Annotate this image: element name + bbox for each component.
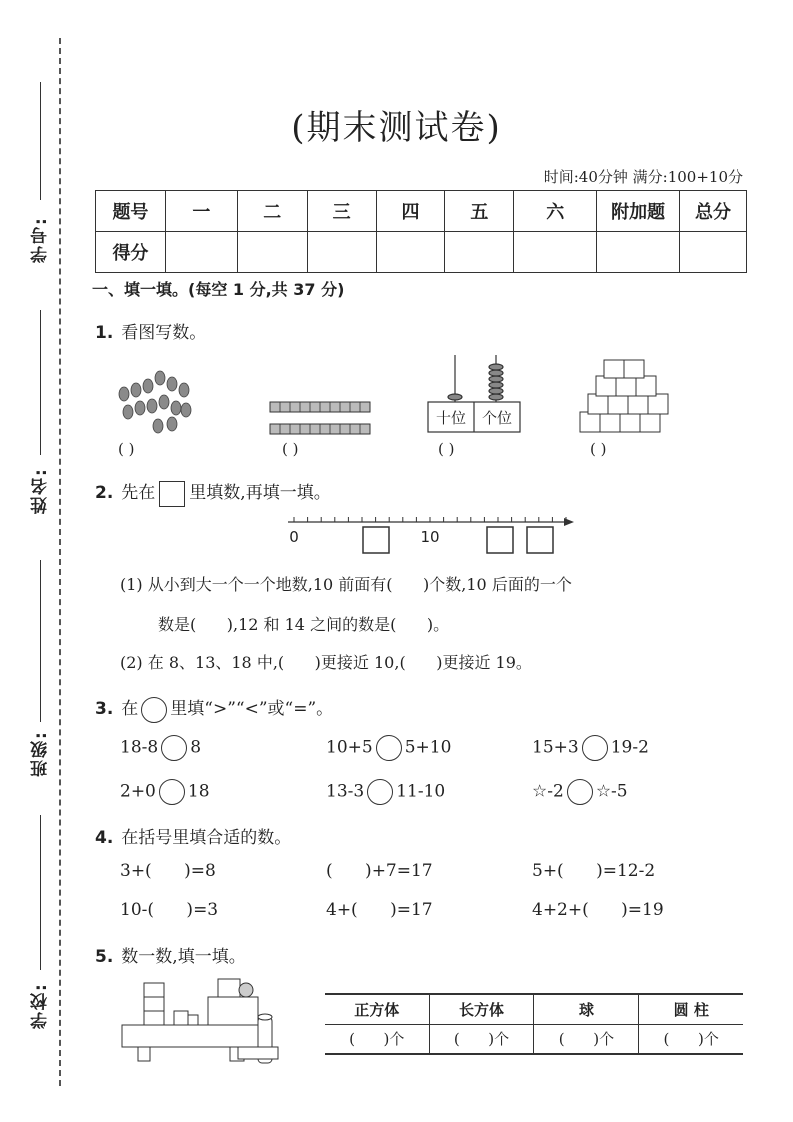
q3-item: 13-3 11-10 [326, 779, 445, 805]
score-header-cell: 二 [237, 191, 307, 232]
q3-number: 3. [95, 699, 114, 719]
building-blocks-illustration [118, 975, 288, 1065]
q3-item: ☆-2 ☆-5 [532, 779, 628, 805]
shape-answer-cylinder[interactable]: ( )个 [639, 1024, 743, 1054]
q5-text: 数一数,填一填。 [121, 947, 246, 967]
compare-circle-icon [141, 697, 167, 723]
shape-header-cube: 正方体 [325, 994, 429, 1024]
score-header-cell: 题号 [96, 191, 166, 232]
q4-item[interactable]: 4+2+( )=19 [532, 900, 664, 920]
binding-dash-line [59, 38, 61, 1086]
score-header-cell: 附加题 [597, 191, 680, 232]
q4-item[interactable]: 5+( )=12-2 [532, 861, 656, 881]
numberline-label-10: 10 [420, 528, 440, 546]
q1-number: 1. [95, 323, 114, 343]
tens-rods-illustration [270, 402, 370, 434]
q4-number: 4. [95, 828, 114, 848]
q2-number: 2. [95, 483, 114, 503]
score-row-label: 得分 [96, 232, 166, 273]
score-header-cell: 三 [307, 191, 376, 232]
cube-stack-illustration [580, 360, 668, 432]
q1-figures [110, 350, 710, 442]
numberline-box-2[interactable] [487, 527, 513, 553]
compare-circle[interactable] [161, 735, 187, 761]
score-cell[interactable] [680, 232, 747, 273]
school-label: 学校: [31, 982, 51, 1030]
compare-circle[interactable] [376, 735, 402, 761]
compare-circle[interactable] [159, 779, 185, 805]
q2-text-after: 里填数,再填一填。 [189, 483, 331, 503]
q3-text-after: 里填“>”“<”或“=”。 [170, 699, 334, 719]
score-header-cell: 五 [445, 191, 514, 232]
score-table-header-row [96, 191, 747, 232]
q1-answer-leaves[interactable]: ( ) [118, 440, 135, 458]
name-label: 姓名: [31, 467, 51, 515]
q2-sub2: (2) 在 8、13、18 中,( )更接近 10,( )更接近 19。 [120, 653, 532, 672]
q2-sub1-line1: (1) 从小到大一个一个地数,10 前面有( )个数,10 后面的一个 [120, 575, 572, 594]
score-cell[interactable] [165, 232, 237, 273]
answer-box-icon [159, 481, 185, 507]
score-cell[interactable] [514, 232, 597, 273]
name-field[interactable] [28, 310, 56, 520]
shape-table-answer-row [325, 1024, 743, 1054]
q3-item: 10+5 5+10 [326, 735, 451, 761]
score-table [95, 190, 747, 273]
q2-sub1-line2: 数是( ),12 和 14 之间的数是( )。 [158, 615, 450, 634]
page-title: (期末测试卷) [291, 108, 502, 148]
leaves-illustration [119, 371, 191, 433]
score-cell[interactable] [376, 232, 445, 273]
shape-header-cylinder: 圆 柱 [639, 994, 743, 1024]
q5-number: 5. [95, 947, 114, 967]
name-line [40, 310, 41, 455]
q4-item[interactable]: 3+( )=8 [120, 861, 216, 881]
q4-item[interactable]: ( )+7=17 [326, 861, 433, 881]
section-1-title: 一、填一填。(每空 1 分,共 37 分) [92, 280, 345, 299]
q2-prompt [95, 478, 331, 507]
abacus-ones-label: 个位 [481, 409, 513, 427]
score-cell[interactable] [597, 232, 680, 273]
q4-item[interactable]: 4+( )=17 [326, 900, 433, 920]
class-field[interactable] [28, 560, 56, 780]
q3-prompt [95, 694, 333, 723]
q2-text-before: 先在 [121, 483, 156, 503]
shape-table-header-row [325, 994, 743, 1024]
compare-circle[interactable] [582, 735, 608, 761]
score-header-cell: 六 [514, 191, 597, 232]
q1-answer-abacus[interactable]: ( ) [438, 440, 455, 458]
q4-item[interactable]: 10-( )=3 [120, 900, 219, 920]
school-line [40, 815, 41, 970]
shape-answer-cube[interactable]: ( )个 [325, 1024, 429, 1054]
score-cell[interactable] [445, 232, 514, 273]
q1-answer-cubes[interactable]: ( ) [590, 440, 607, 458]
shape-header-cuboid: 长方体 [429, 994, 534, 1024]
q3-item: 15+3 19-2 [532, 735, 649, 761]
shape-count-table [325, 993, 743, 1055]
abacus-illustration [428, 355, 520, 432]
compare-circle[interactable] [567, 779, 593, 805]
score-header-cell: 总分 [680, 191, 747, 232]
student-id-label: 学号: [31, 216, 51, 263]
q3-item: 18-8 8 [120, 735, 201, 761]
q4-prompt [95, 823, 291, 848]
abacus-tens-label: 十位 [435, 409, 467, 427]
numberline-label-0: 0 [289, 528, 299, 546]
score-header-cell: 一 [165, 191, 237, 232]
q1-prompt [95, 318, 206, 343]
shape-answer-cuboid[interactable]: ( )个 [429, 1024, 534, 1054]
exam-meta: 时间:40分钟 满分:100+10分 [543, 168, 743, 186]
score-header-cell: 四 [376, 191, 445, 232]
score-table-score-row [96, 232, 747, 273]
q1-text: 看图写数。 [121, 323, 207, 343]
q4-text: 在括号里填合适的数。 [121, 828, 292, 848]
compare-circle[interactable] [367, 779, 393, 805]
class-label: 班级: [31, 730, 51, 778]
q3-text-before: 在 [121, 699, 139, 719]
q1-answer-rods[interactable]: ( ) [282, 440, 299, 458]
q5-prompt [95, 942, 246, 967]
score-cell[interactable] [237, 232, 307, 273]
school-field[interactable] [28, 815, 56, 1035]
numberline-box-3[interactable] [527, 527, 553, 553]
shape-header-sphere: 球 [534, 994, 639, 1024]
number-line [280, 512, 580, 558]
q3-item: 2+0 18 [120, 779, 210, 805]
shape-answer-sphere[interactable]: ( )个 [534, 1024, 639, 1054]
score-cell[interactable] [307, 232, 376, 273]
class-line [40, 560, 41, 722]
numberline-box-1[interactable] [363, 527, 389, 553]
